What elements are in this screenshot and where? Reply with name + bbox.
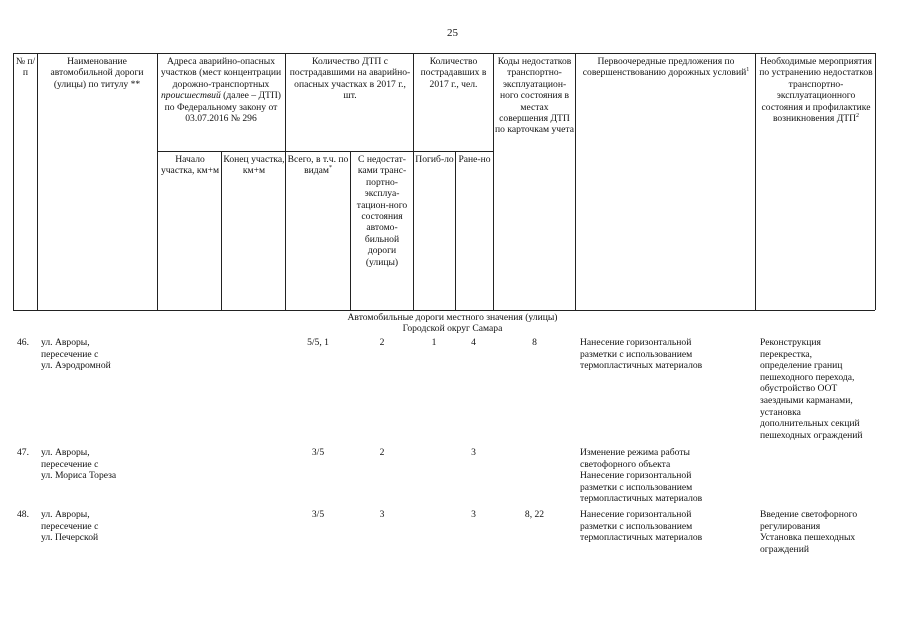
header-col-proposals: Первоочередные предложения по совершенствованию дорожных условий$^1$ xyxy=(582,56,750,79)
row-injured: 3 xyxy=(471,509,476,520)
header-col-start: Начало участка, км+м xyxy=(160,154,220,177)
row-dtp-total: 3/5 xyxy=(311,447,325,458)
row-dtp-total: 3/5 xyxy=(311,509,325,520)
row-dtp-defects: 3 xyxy=(379,509,385,520)
row-killed: 1 xyxy=(431,337,437,348)
row-proposals: Изменение режима работы светофорного объекта Нанесение горизонтальной разметки с использованием термопластичных материалов xyxy=(580,447,703,505)
row-proposals: Нанесение горизонтальной разметки с использованием термопластичных материалов xyxy=(580,509,703,544)
page-number: 25 xyxy=(447,27,458,39)
header-col-dtp-defects: С недостат-ками транс-портно-эксплуа-тацион-ного состояния автомо-бильной дороги (улицы) xyxy=(356,154,408,268)
row-dtp-defects: 2 xyxy=(379,447,385,458)
header-col-measures: Необходимые мероприятия по устранению недостатков транспортно-эксплуатационного состояния и профилактике возникновения ДТП$^2$ xyxy=(759,56,873,125)
row-proposals: Нанесение горизонтальной разметки с использованием термопластичных материалов xyxy=(580,337,703,372)
row-road: ул. Авроры, пересечение с ул. Печерской xyxy=(41,509,99,544)
header-col-killed: Погиб-ло xyxy=(415,154,454,165)
section-title-line2: Городской округ Самара xyxy=(402,323,503,334)
header-col-road: Наименование автомобильной дороги (улицы) по титулу ** xyxy=(50,56,144,90)
row-number: 48. xyxy=(17,509,29,520)
header-col-injured: Ране-но xyxy=(458,154,491,165)
row-road: ул. Авроры, пересечение с ул. Аэродромной xyxy=(41,337,111,372)
row-measures: Реконструкция перекрестка, определение границ пешеходного перехода, обустройство ООТ заездными карманами, установка дополнительных секций пешеходных ограждений xyxy=(760,337,863,441)
header-col-victims: Количество пострадавших в 2017 г., чел. xyxy=(420,56,487,90)
header-col-dtp-total: Всего, в т.ч. по видам* xyxy=(287,154,349,177)
row-codes: 8, 22 xyxy=(524,509,545,520)
row-road: ул. Авроры, пересечение с ул. Мориса Тореза xyxy=(41,447,117,482)
header-col-dtp-count: Количество ДТП с пострадавшими на аварийно-опасных участках в 2017 г., шт. xyxy=(289,56,411,102)
row-dtp-total: 5/5, 1 xyxy=(307,337,329,348)
row-codes: 8 xyxy=(532,337,537,348)
header-col-no: № п/п xyxy=(15,56,36,79)
header-col-end: Конец участка, км+м xyxy=(223,154,285,177)
row-injured: 4 xyxy=(471,337,476,348)
header-col-address: Адреса аварийно-опасных участков (мест концентрации дорожно-транспортных происшествий (далее – ДТП) по Федеральному закону от 03.07.2016 № 296 xyxy=(160,56,282,125)
row-number: 46. xyxy=(17,337,29,348)
section-title-line1: Автомобильные дороги местного значения (улицы) xyxy=(347,312,558,323)
row-injured: 3 xyxy=(471,447,476,458)
row-number: 47. xyxy=(17,447,29,458)
header-col-codes: Коды недостатков транспортно-эксплуатацион-ного состояния в местах совершения ДТП по карточкам учета xyxy=(495,56,574,136)
row-measures: Введение светофорного регулирования Установка пешеходных ограждений xyxy=(760,509,858,555)
row-dtp-defects: 2 xyxy=(379,337,385,348)
